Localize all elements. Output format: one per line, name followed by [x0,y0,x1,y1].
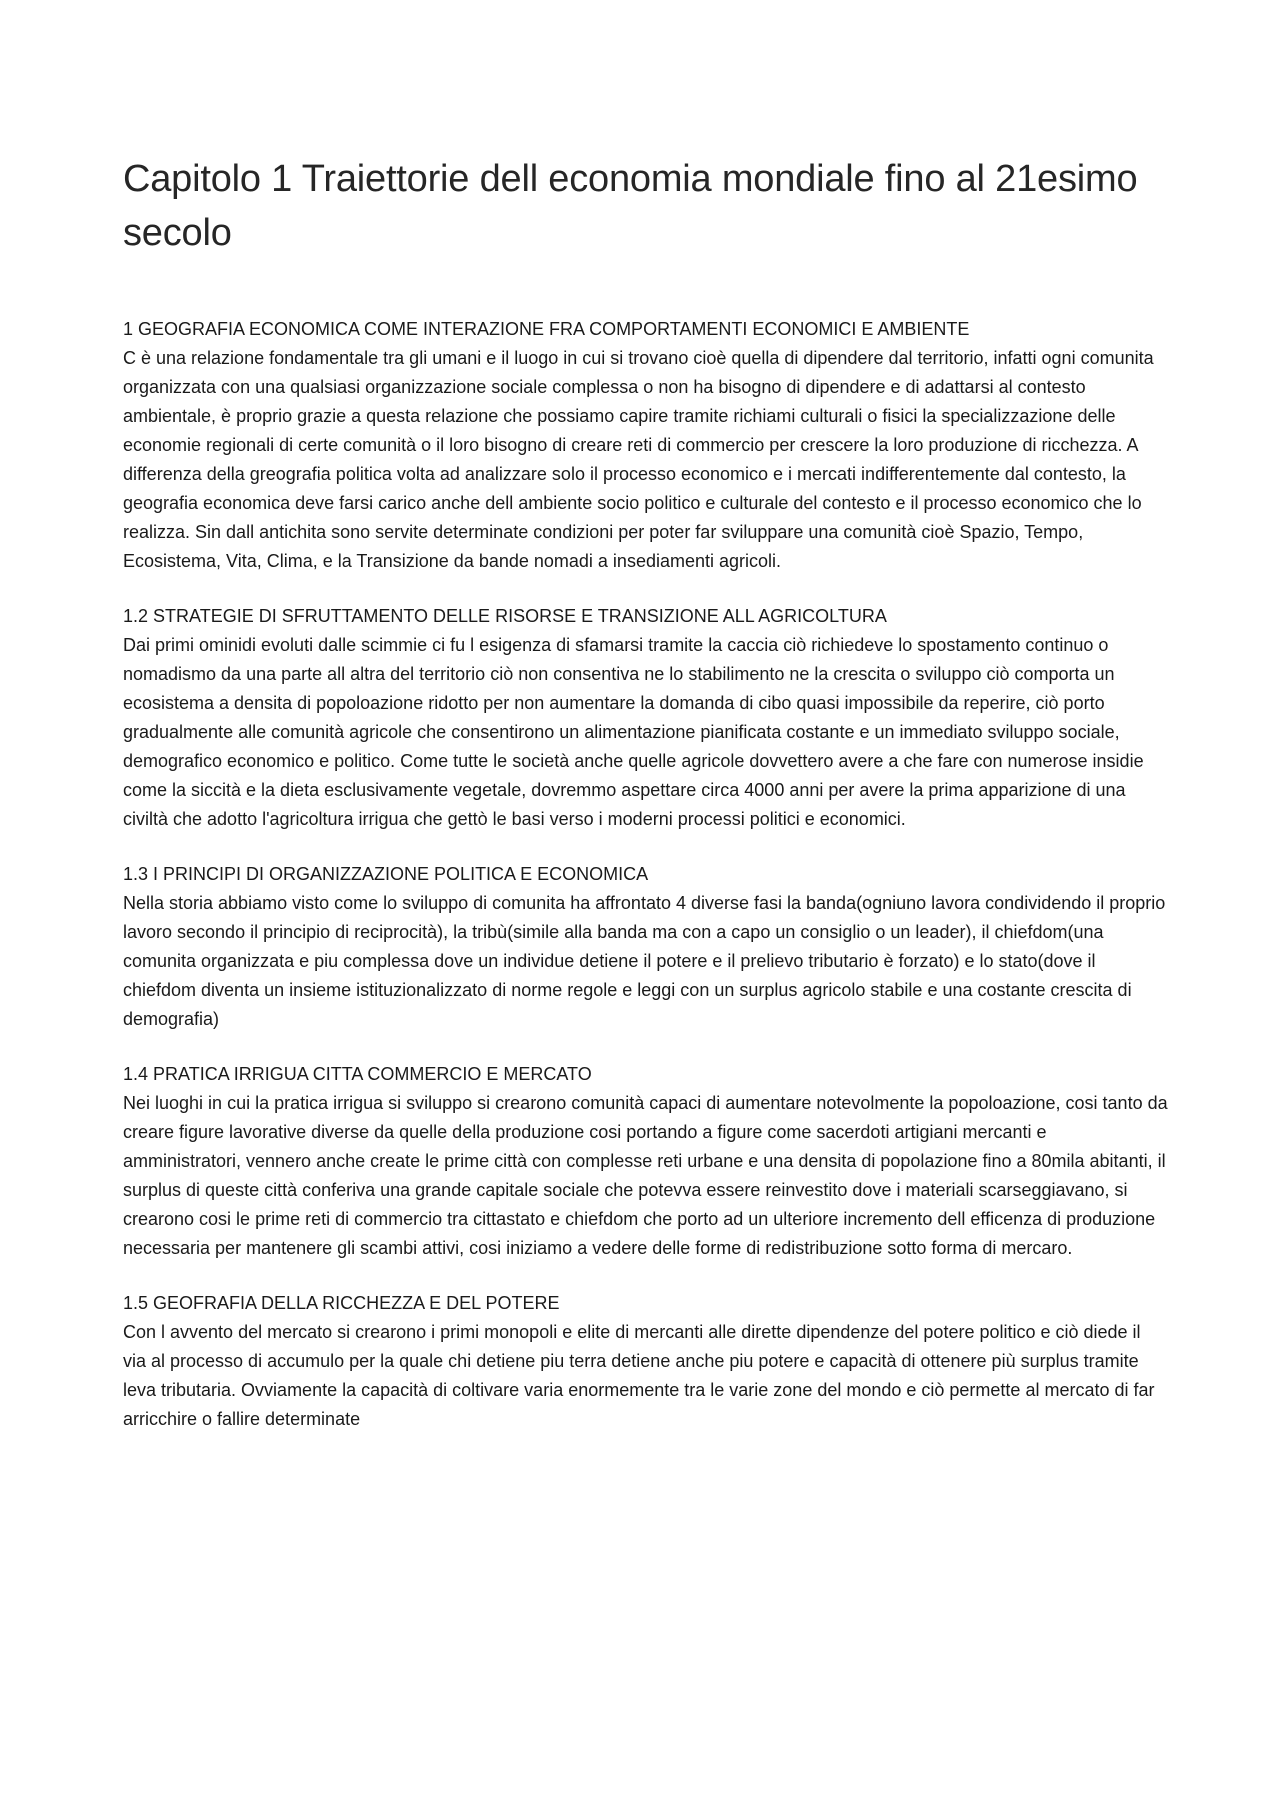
section-1-5 [123,1289,1168,1434]
section-body: Con l avvento del mercato si crearono i primi monopoli e elite di mercanti alle dirette dipendenze del potere politico e ciò diede il via al processo di accumulo per la quale chi detiene piu terra detiene anche piu potere e capacità di ottenere più surplus tramite leva tributaria. Ovviamente la capacità di coltivare varia enormemente tra le varie zone del mondo e ciò permette al mercato di far arricchire o fallire determinate [123,1322,1155,1429]
section-heading: 1.2 STRATEGIE DI SFRUTTAMENTO DELLE RISORSE E TRANSIZIONE ALL AGRICOLTURA [123,606,887,626]
section-1-4 [123,1060,1168,1263]
section-heading: 1 GEOGRAFIA ECONOMICA COME INTERAZIONE FRA COMPORTAMENTI ECONOMICI E AMBIENTE [123,319,970,339]
section-body: Nei luoghi in cui la pratica irrigua si sviluppo si crearono comunità capaci di aumentare notevolmente la popoloazione, cosi tanto da creare figure lavorative diverse da quelle della produzione cosi portando a figure come sacerdoti artigiani mercanti e amministratori, vennero anche create le prime città con complesse reti urbane e una densita di popolazione fino a 80mila abitanti, il surplus di queste città conferiva una grande capitale sociale che potevva essere reinvestito dove i materiali scarseggiavano, si crearono cosi le prime reti di commercio tra cittastato e chiefdom che porto ad un ulteriore incremento dell efficenza di produzione necessaria per mantenere gli scambi attivi, cosi iniziamo a vedere delle forme di redistribuzione sotto forma di mercaro. [123,1093,1168,1258]
section-body: Dai primi ominidi evoluti dalle scimmie ci fu l esigenza di sfamarsi tramite la caccia ciò richiedeve lo spostamento continuo o nomadismo da una parte all altra del territorio ciò non consentiva ne lo stabilimento ne la crescita o sviluppo ciò comporta un ecosistema a densita di popoloazione ridotto per non aumentare la domanda di cibo quasi impossibile da reperire, ciò porto gradualmente alle comunità agricole che consentirono un alimentazione pianificata costante e un immediato sviluppo sociale, demografico economico e politico. Come tutte le società anche quelle agricole dovvettero avere a che fare con numerose insidie come la siccità e la dieta esclusivamente vegetale, dovremmo aspettare circa 4000 anni per avere la prima apparizione di una civiltà che adotto l'agricoltura irrigua che gettò le basi verso i moderni processi politici e economici. [123,635,1144,829]
section-body: Nella storia abbiamo visto come lo sviluppo di comunita ha affrontato 4 diverse fasi la banda(ogniuno lavora condividendo il proprio lavoro secondo il principio di reciprocità), la tribù(simile alla banda ma con a capo un consiglio o un leader), il chiefdom(una comunita organizzata e piu complessa dove un individue detiene il potere e il prelievo tributario è forzato) e lo stato(dove il chiefdom diventa un insieme istituzionalizzato di norme regole e leggi con un surplus agricolo stabile e una costante crescita di demografia) [123,893,1166,1029]
chapter-title: Capitolo 1 Traiettorie dell economia mondiale fino al 21esimo secolo [123,158,1138,254]
section-body: C è una relazione fondamentale tra gli umani e il luogo in cui si trovano cioè quella di dipendere dal territorio, infatti ogni comunita organizzata con una qualsiasi organizzazione sociale complessa o non ha bisogno di dipendere e di adattarsi al contesto ambientale, è proprio grazie a questa relazione che possiamo capire tramite richiami culturali o fisici la specializzazione delle economie regionali di certe comunità o il loro bisogno di creare reti di commercio per crescere la loro produzione di ricchezza. A differenza della greografia politica volta ad analizzare solo il processo economico e i mercati indifferentemente dal contesto, la geografia economica deve farsi carico anche dell ambiente socio politico e culturale del contesto e il processo economico che lo realizza. Sin dall antichita sono servite determinate condizioni per poter far sviluppare una comunità cioè Spazio, Tempo, Ecosistema, Vita, Clima, e la Transizione da bande nomadi a insediamenti agricoli. [123,348,1154,571]
page-content [123,152,1168,1460]
section-1 [123,315,1168,576]
section-1-3 [123,860,1168,1034]
section-1-2 [123,602,1168,834]
section-heading: 1.4 PRATICA IRRIGUA CITTA COMMERCIO E MERCATO [123,1064,592,1084]
section-heading: 1.5 GEOFRAFIA DELLA RICCHEZZA E DEL POTERE [123,1293,560,1313]
section-heading: 1.3 I PRINCIPI DI ORGANIZZAZIONE POLITICA E ECONOMICA [123,864,649,884]
